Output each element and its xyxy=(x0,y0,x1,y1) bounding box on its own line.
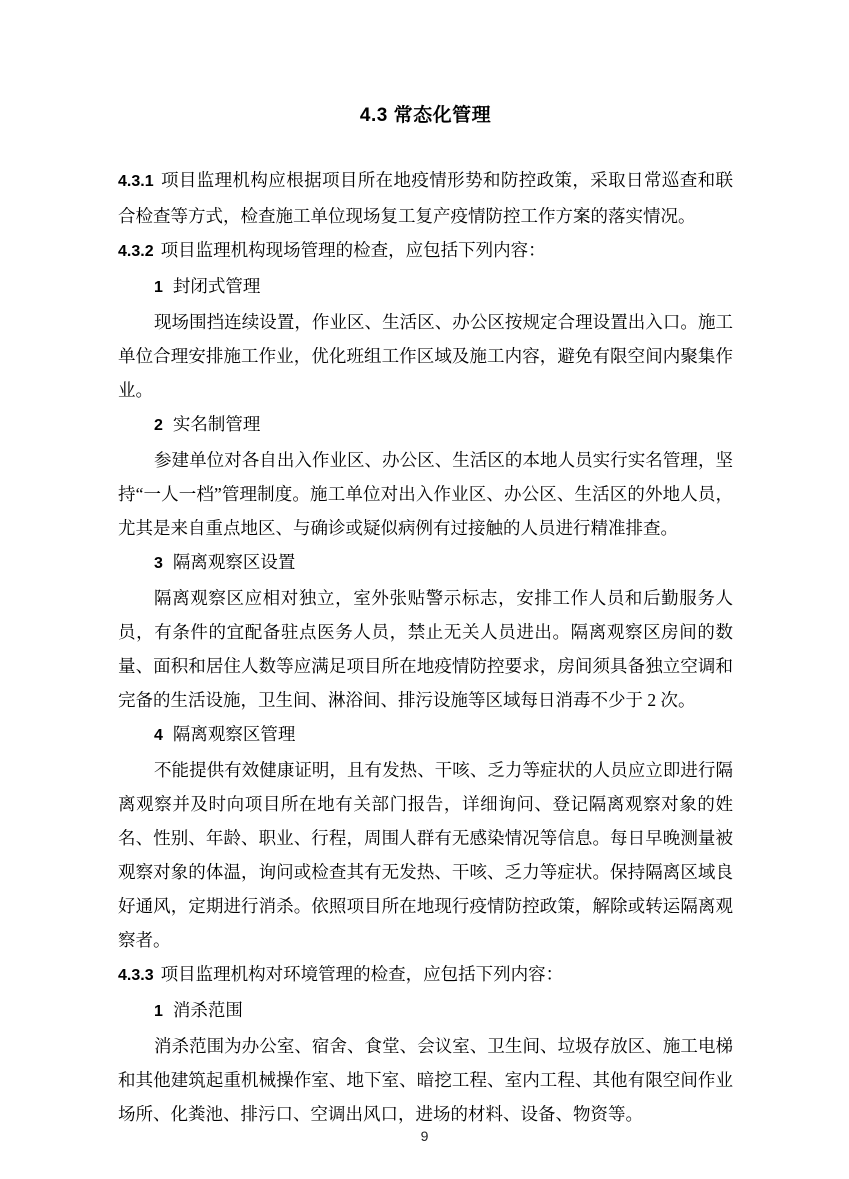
paragraph-text: 消杀范围 xyxy=(172,1000,243,1020)
clause-number: 4 xyxy=(154,727,163,744)
clause-paragraph xyxy=(118,957,733,993)
page-number-footer: 9 xyxy=(420,1128,429,1144)
paragraph-text: 现场围挡连续设置，作业区、生活区、办公区按规定合理设置出入口。施工单位合理安排施工作业，优化班组工作区域及施工内容，避免有限空间内聚集作业。 xyxy=(118,312,733,400)
clause-paragraph xyxy=(118,233,733,269)
list-item-heading xyxy=(118,269,733,305)
page-content xyxy=(118,100,733,1131)
list-item-heading xyxy=(118,407,733,443)
page-title: 4.3 常态化管理 xyxy=(359,105,492,126)
list-item-heading xyxy=(118,717,733,753)
list-item-heading xyxy=(118,993,733,1029)
paragraph-text: 项目监理机构现场管理的检查，应包括下列内容： xyxy=(160,240,546,260)
body-paragraph xyxy=(118,581,733,717)
paragraph-text: 隔离观察区管理 xyxy=(172,724,296,744)
body-paragraph xyxy=(118,1029,733,1131)
body-paragraph xyxy=(118,753,733,957)
paragraph-text: 不能提供有效健康证明，且有发热、干咳、乏力等症状的人员应立即进行隔离观察并及时向项目所在地有关部门报告，详细询问、登记隔离观察对象的姓名、性别、年龄、职业、行程，周围人群有无感染情况等信息。每日早晚测量被观察对象的体温，询问或检查其有无发热、干咳、乏力等症状。保持隔离区域良好通风，定期进行消杀。依照项目所在地现行疫情防控政策，解除或转运隔离观察者。 xyxy=(118,760,733,950)
list-item-heading xyxy=(118,545,733,581)
clause-number: 4.3.3 xyxy=(118,967,154,984)
clause-number: 1 xyxy=(154,279,163,296)
paragraph-text: 项目监理机构对环境管理的检查，应包括下列内容： xyxy=(160,964,564,984)
paragraph-text: 隔离观察区应相对独立，室外张贴警示标志，安排工作人员和后勤服务人员，有条件的宜配备驻点医务人员，禁止无关人员进出。隔离观察区房间的数量、面积和居住人数等应满足项目所在地疫情防控要求，房间须具备独立空调和完备的生活设施，卫生间、淋浴间、排污设施等区域每日消毒不少于 2 次。 xyxy=(118,588,733,710)
paragraph-text: 隔离观察区设置 xyxy=(172,552,296,572)
body-blocks xyxy=(118,163,733,1131)
paragraph-text: 参建单位对各自出入作业区、办公区、生活区的本地人员实行实名管理，坚持“一人一档”管理制度。施工单位对出入作业区、办公区、生活区的外地人员，尤其是来自重点地区、与确诊或疑似病例有过接触的人员进行精准排查。 xyxy=(118,450,733,538)
paragraph-text: 项目监理机构应根据项目所在地疫情形势和防控政策，采取日常巡查和联合检查等方式，检查施工单位现场复工复产疫情防控工作方案的落实情况。 xyxy=(118,170,733,226)
body-paragraph xyxy=(118,305,733,407)
clause-number: 1 xyxy=(154,1003,163,1020)
body-paragraph xyxy=(118,443,733,545)
paragraph-text: 消杀范围为办公室、宿舍、食堂、会议室、卫生间、垃圾存放区、施工电梯和其他建筑起重机械操作室、地下室、暗挖工程、室内工程、其他有限空间作业场所、化粪池、排污口、空调出风口，进场的材料、设备、物资等。 xyxy=(118,1036,733,1124)
paragraph-text: 实名制管理 xyxy=(172,414,261,434)
clause-number: 4.3.1 xyxy=(118,173,154,190)
clause-number: 4.3.2 xyxy=(118,243,154,260)
clause-number: 3 xyxy=(154,555,163,572)
clause-number: 2 xyxy=(154,417,163,434)
paragraph-text: 封闭式管理 xyxy=(172,276,261,296)
clause-paragraph xyxy=(118,163,733,233)
